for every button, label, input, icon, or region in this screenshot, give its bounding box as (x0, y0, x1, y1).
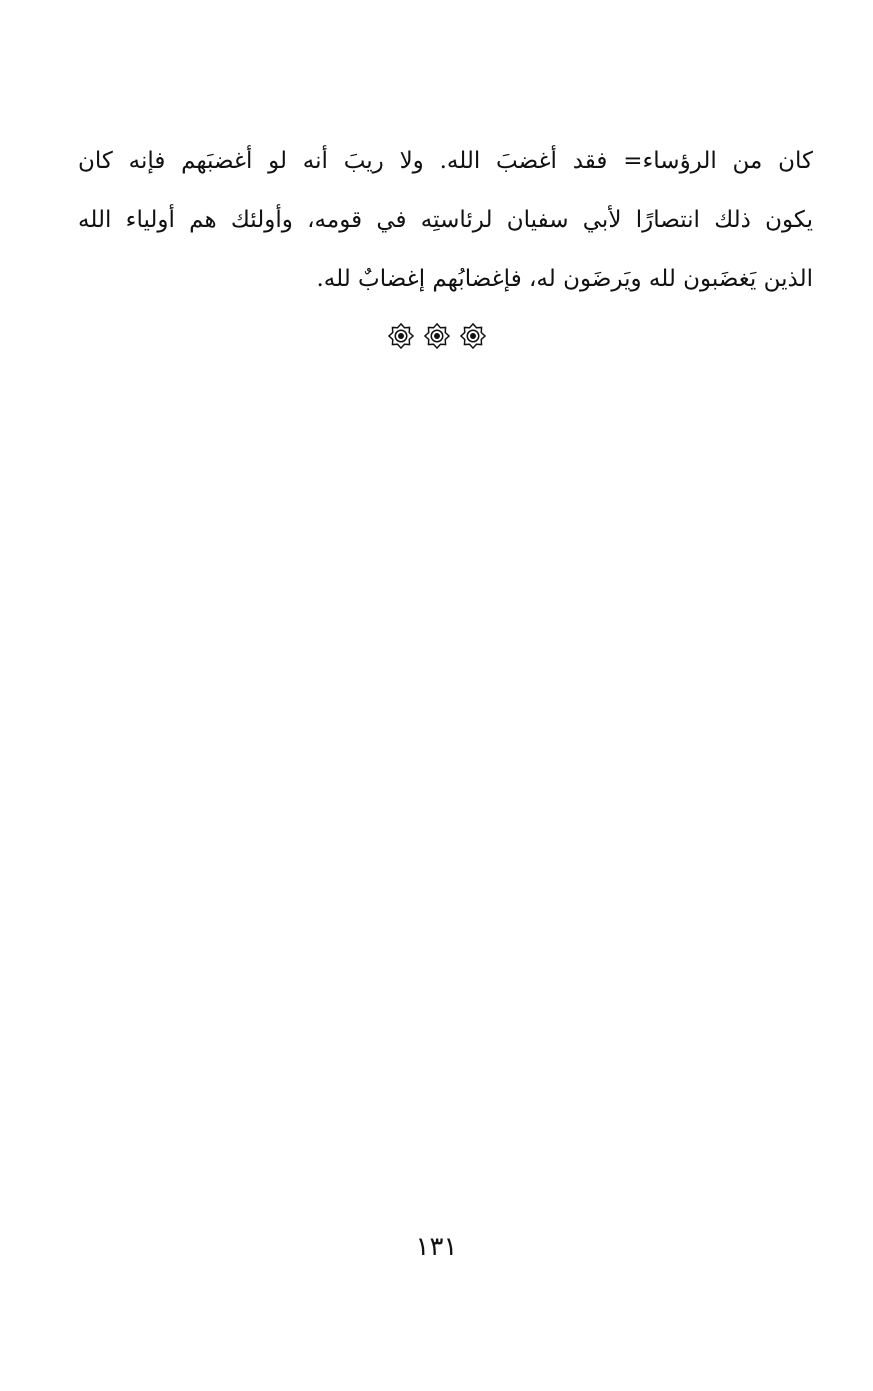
text-line-2: يكون ذلك انتصارًا لأبي سفيان لرئاستِه في قومه، وأولئك هم أولياء الله (78, 207, 813, 233)
star-ornament-icon (424, 322, 450, 350)
star-ornament-icon (388, 322, 414, 350)
body-text (78, 132, 813, 309)
star-ornament-icon (460, 322, 486, 350)
section-divider (0, 322, 873, 352)
page-number: ١٣١ (415, 1232, 458, 1262)
text-line-1: كان من الرؤساء= فقد أغضبَ الله. ولا ريبَ أنه لو أغضبَهم فإنه كان (78, 148, 813, 174)
text-line-3: الذين يَغضَبون لله ويَرضَون له، فإغضابُهم إغضابٌ لله. (316, 266, 813, 292)
